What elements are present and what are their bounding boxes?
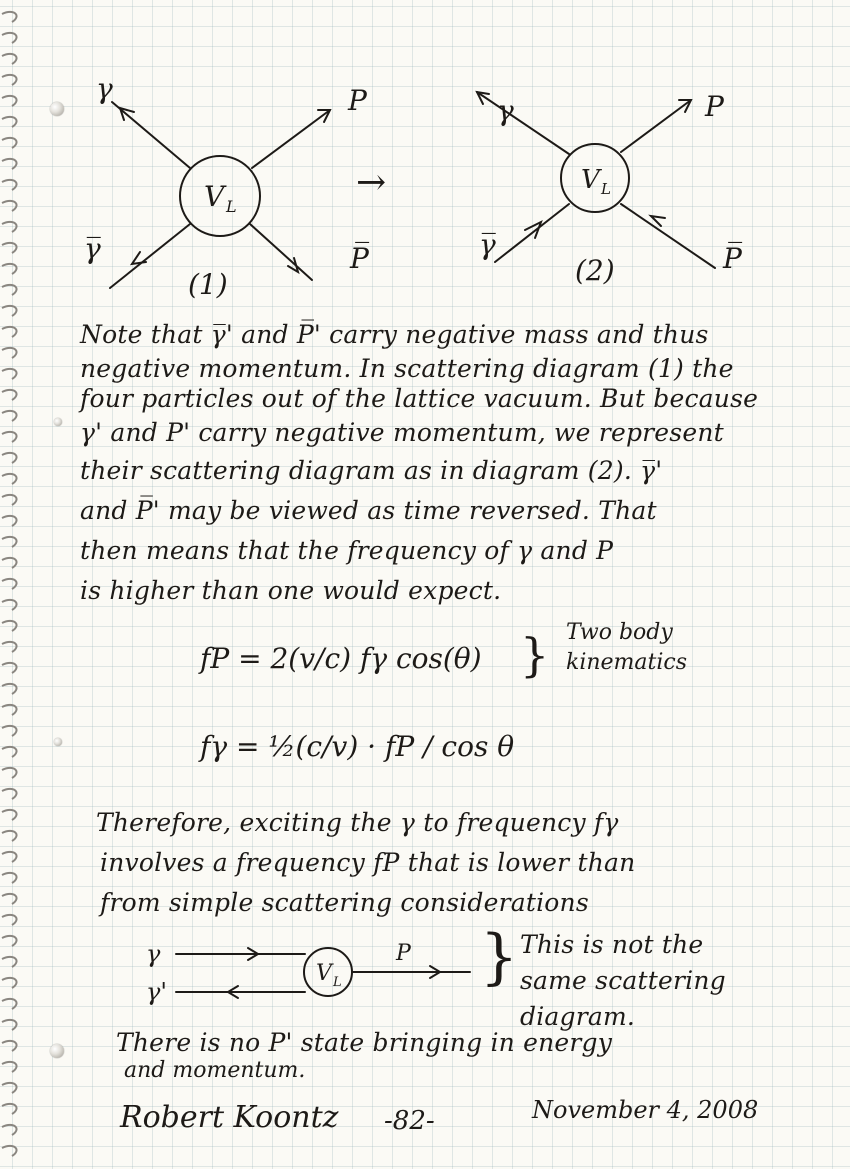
equation-fgamma: fγ = ½(c/v) · fP / cos θ <box>200 730 515 763</box>
brace: } <box>480 922 519 992</box>
spiral-coil <box>2 390 17 400</box>
label-gamma: γ <box>96 72 113 105</box>
label-gamma-bar: γ̅ <box>479 228 496 261</box>
diagram3-note-3: diagram. <box>520 1002 636 1031</box>
spiral-coil <box>2 642 17 652</box>
spiral-coil <box>2 621 17 631</box>
spiral-coil <box>2 600 17 610</box>
spiral-coil <box>2 999 17 1009</box>
therefore-line-3: from simple scattering considerations <box>100 888 589 917</box>
label-gamma: γ <box>146 940 161 968</box>
spiral-coil <box>2 243 17 253</box>
spiral-coil <box>2 663 17 673</box>
label-p: P <box>705 90 724 123</box>
spiral-coil <box>2 831 17 841</box>
spiral-coil <box>2 957 17 967</box>
spiral-coil <box>2 810 17 820</box>
spiral-coil <box>2 159 17 169</box>
spiral-coil <box>2 1062 17 1072</box>
spiral-coil <box>2 474 17 484</box>
spiral-coil <box>2 915 17 925</box>
spiral-coil <box>2 1104 17 1114</box>
therefore-line-1: Therefore, exciting the γ to frequency fγ <box>96 808 619 837</box>
spiral-coil <box>2 894 17 904</box>
punch-hole <box>54 738 62 746</box>
note-line-2: negative momentum. In scattering diagram (1) the <box>80 354 734 383</box>
spiral-coil <box>2 579 17 589</box>
spiral-coil <box>2 75 17 85</box>
spiral-coil <box>2 978 17 988</box>
spiral-coil <box>2 264 17 274</box>
spiral-coil <box>2 180 17 190</box>
brace: } <box>520 628 550 682</box>
closing-line-2: and momentum. <box>124 1058 306 1083</box>
spiral-coil <box>2 12 17 22</box>
spiral-coil <box>2 117 17 127</box>
spiral-coil <box>2 852 17 862</box>
spiral-coil <box>2 705 17 715</box>
spiral-coil <box>2 222 17 232</box>
spiral-coil <box>2 747 17 757</box>
therefore-line-2: involves a frequency fP that is lower than <box>100 848 636 877</box>
spiral-coil <box>2 873 17 883</box>
punch-hole <box>50 1044 64 1058</box>
spiral-coil <box>2 1041 17 1051</box>
spiral-coil <box>2 432 17 442</box>
note-line-6: and P̅' may be viewed as time reversed. That <box>80 496 657 525</box>
label-vl: V <box>204 180 225 213</box>
label-gamma: γ <box>497 94 514 127</box>
label-p-bar: P̅ <box>350 242 369 275</box>
spiral-coil <box>2 1125 17 1135</box>
spiral-coil <box>2 453 17 463</box>
spiral-coil <box>2 285 17 295</box>
spiral-coil <box>2 516 17 526</box>
spiral-coil <box>2 768 17 778</box>
label-vl: V <box>581 165 600 195</box>
spiral-coil <box>2 684 17 694</box>
label-p: P <box>396 941 411 966</box>
date: November 4, 2008 <box>532 1096 759 1124</box>
spiral-binding <box>0 0 30 1169</box>
note-line-5: their scattering diagram as in diagram (2). γ̅' <box>80 456 663 485</box>
page-number: -82- <box>384 1106 435 1136</box>
spiral-coil <box>2 537 17 547</box>
spiral-coil <box>2 411 17 421</box>
closing-line-1: There is no P' state bringing in energy <box>116 1028 613 1057</box>
note-line-3: four particles out of the lattice vacuum. But because <box>80 384 759 413</box>
label-vl-sub: L <box>226 197 237 216</box>
label-vl: V <box>316 961 332 986</box>
spiral-coil <box>2 495 17 505</box>
spiral-coil <box>2 348 17 358</box>
label-gamma-prime: γ' <box>146 978 167 1006</box>
spiral-coil <box>2 54 17 64</box>
equation-fp: fP = 2(v/c) fγ cos(θ) <box>200 642 482 675</box>
spiral-coil <box>2 1083 17 1093</box>
spiral-coil <box>2 558 17 568</box>
diagram3-note-2: same scattering <box>520 966 726 995</box>
signature: Robert Koontz <box>120 1100 339 1135</box>
note-line-1: Note that γ̅' and P̅' carry negative mass and thus <box>80 320 709 349</box>
punch-hole <box>50 102 64 116</box>
label-vl-sub: L <box>333 975 342 990</box>
spiral-coil <box>2 201 17 211</box>
note-line-7: then means that the frequency of γ and P <box>80 536 614 565</box>
diagram-caption-2: (2) <box>575 254 615 287</box>
spiral-coil <box>2 306 17 316</box>
brace-note-1: Two body <box>566 620 673 645</box>
spiral-coil <box>2 327 17 337</box>
spiral-coil <box>2 936 17 946</box>
diagram-caption-1: (1) <box>188 268 228 301</box>
note-line-8: is higher than one would expect. <box>80 576 502 605</box>
spiral-coil <box>2 138 17 148</box>
spiral-coil <box>2 33 17 43</box>
brace-note-2: kinematics <box>566 650 688 675</box>
label-p: P <box>348 84 367 117</box>
spiral-coil <box>2 1146 17 1156</box>
spiral-coil <box>2 96 17 106</box>
label-vl-sub: L <box>601 180 611 198</box>
label-gamma-bar: γ̅ <box>84 232 101 265</box>
spiral-coil <box>2 789 17 799</box>
spiral-coil <box>2 726 17 736</box>
spiral-coil <box>2 369 17 379</box>
scattering-diagram-2 <box>465 80 765 300</box>
transition-arrow: → <box>356 162 387 203</box>
note-line-4: γ' and P' carry negative momentum, we represent <box>80 418 724 447</box>
scattering-diagram-3 <box>140 930 500 1020</box>
spiral-coil <box>2 1020 17 1030</box>
diagram3-note-1: This is not the <box>520 930 704 959</box>
punch-hole <box>54 418 62 426</box>
label-p-bar: P̅ <box>723 242 742 275</box>
